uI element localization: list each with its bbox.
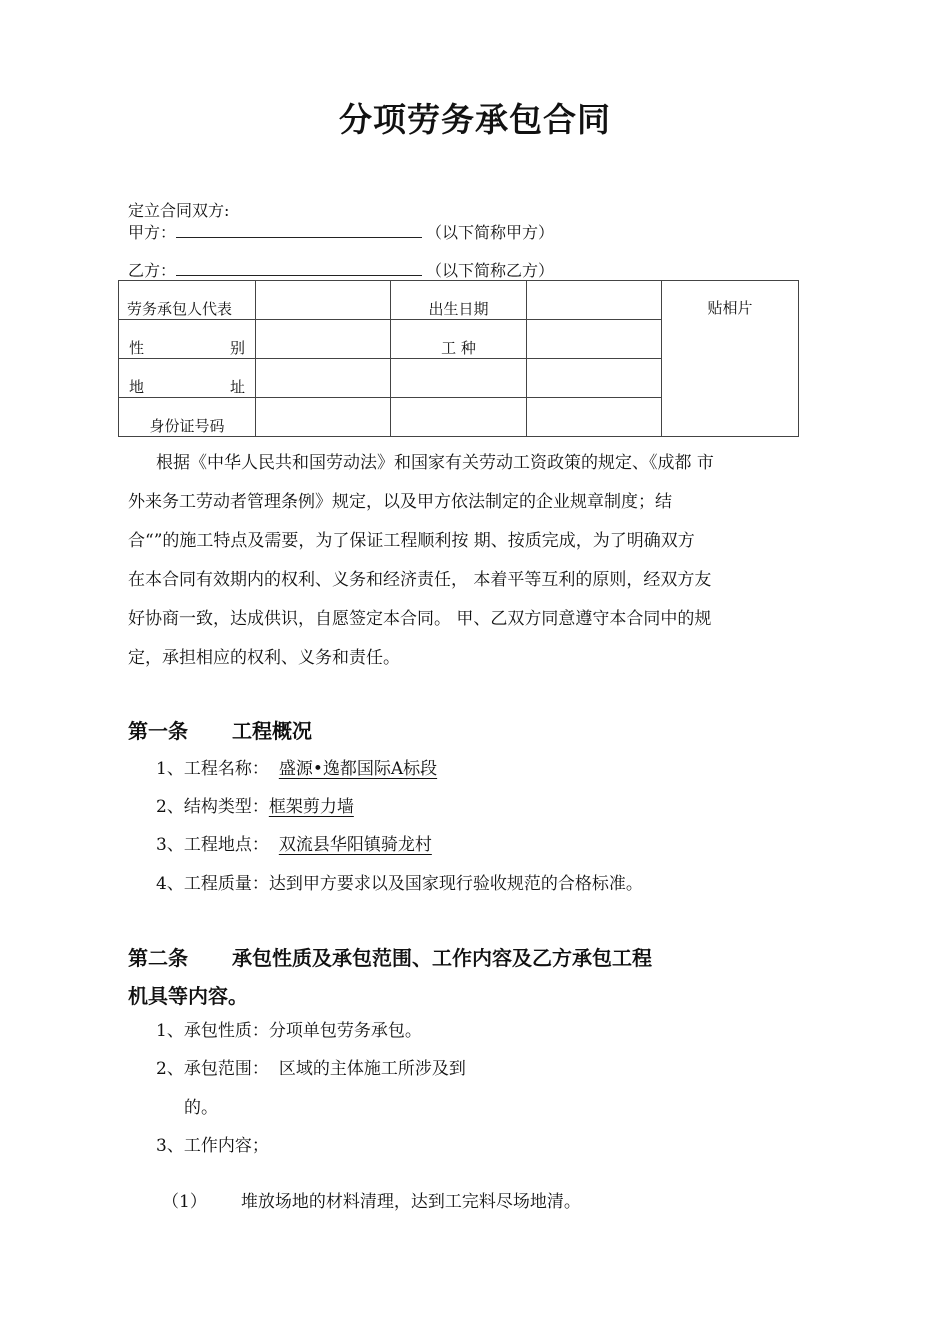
article2-heading: 第二条 承包性质及承包范围、工作内容及乙方承包工程 [128,946,652,970]
cell-gender-label: 性 别 [119,320,256,359]
preamble-line: 定，承担相应的权利、义务和责任。 [128,648,400,668]
cell-addr-value-3[interactable] [527,359,662,398]
article1-heading: 第一条 工程概况 [128,719,312,743]
article2-heading-cont: 机具等内容。 [128,984,248,1008]
project-quality: 达到甲方要求以及国家现行验收规范的合格标准。 [268,874,643,894]
info-table [118,280,799,437]
party-b-label: 乙方： [128,261,177,280]
project-name: 盛源•逸都国际A标段 [278,759,438,779]
cell-birth-label: 出生日期 [391,281,527,320]
preamble-line: 合“”的施工特点及需要，为了保证工程顺利按 期、按质完成，为了明确双方 [128,531,695,551]
structure-type: 框架剪力墙 [268,797,354,817]
cell-addr-label: 地 址 [119,359,256,398]
cell-id-value-1[interactable] [256,398,391,437]
article2-item: 1、承包性质：分项单包劳务承包。 [156,1021,422,1041]
cell-id-label: 身份证号码 [119,398,256,437]
project-location: 双流县华阳镇骑龙村 [278,835,432,855]
page-title: 分项劳务承包合同 [339,100,611,139]
parties-intro: 定立合同双方: [128,201,230,220]
article2-item-cont: 的。 [184,1098,218,1118]
party-b-blank[interactable] [176,261,422,276]
article2-item: 3、工作内容； [156,1136,269,1156]
preamble-line: 好协商一致，达成供识，自愿签定本合同。 甲、乙双方同意遵守本合同中的规 [128,609,712,629]
cell-trade-label: 工 种 [391,320,527,359]
preamble-line: 根据《中华人民共和国劳动法》和国家有关劳动工资政策的规定、《成都 市 [156,453,714,473]
cell-rep-value[interactable] [256,281,391,320]
cell-addr-value-1[interactable] [256,359,391,398]
cell-photo: 贴相片 [662,281,799,437]
cell-birth-value[interactable] [527,281,662,320]
preamble-line: 在本合同有效期内的权利、义务和经济责任， 本着平等互利的原则，经双方友 [128,570,712,590]
cell-id-value-2[interactable] [391,398,527,437]
cell-gender-value[interactable] [256,320,391,359]
cell-trade-value[interactable] [527,320,662,359]
article1-item: 2、结构类型：框架剪力墙 [156,797,354,817]
article2-subitem: （1） 堆放场地的材料清理，达到工完料尽场地清。 [162,1192,581,1212]
article2-item: 2、承包范围： 区域的主体施工所涉及到 [156,1059,466,1079]
cell-rep-label: 劳务承包人代表 [119,281,256,320]
article1-item: 3、工程地点： 双流县华阳镇骑龙村 [156,835,432,855]
article1-item: 4、工程质量：达到甲方要求以及国家现行验收规范的合格标准。 [156,874,643,894]
party-a-label: 甲方： [128,223,177,242]
party-a-blank[interactable] [176,223,422,238]
cell-addr-value-2[interactable] [391,359,527,398]
party-a-suffix: （以下简称甲方） [426,223,555,242]
cell-id-value-3[interactable] [527,398,662,437]
preamble [128,444,800,678]
party-b-line [128,258,554,281]
party-a-line [128,220,554,243]
preamble-line: 外来务工劳动者管理条例》规定，以及甲方依法制定的企业规章制度；结 [128,492,672,512]
article1-item: 1、工程名称： 盛源•逸都国际A标段 [156,759,438,779]
party-b-suffix: （以下简称乙方） [426,261,555,280]
